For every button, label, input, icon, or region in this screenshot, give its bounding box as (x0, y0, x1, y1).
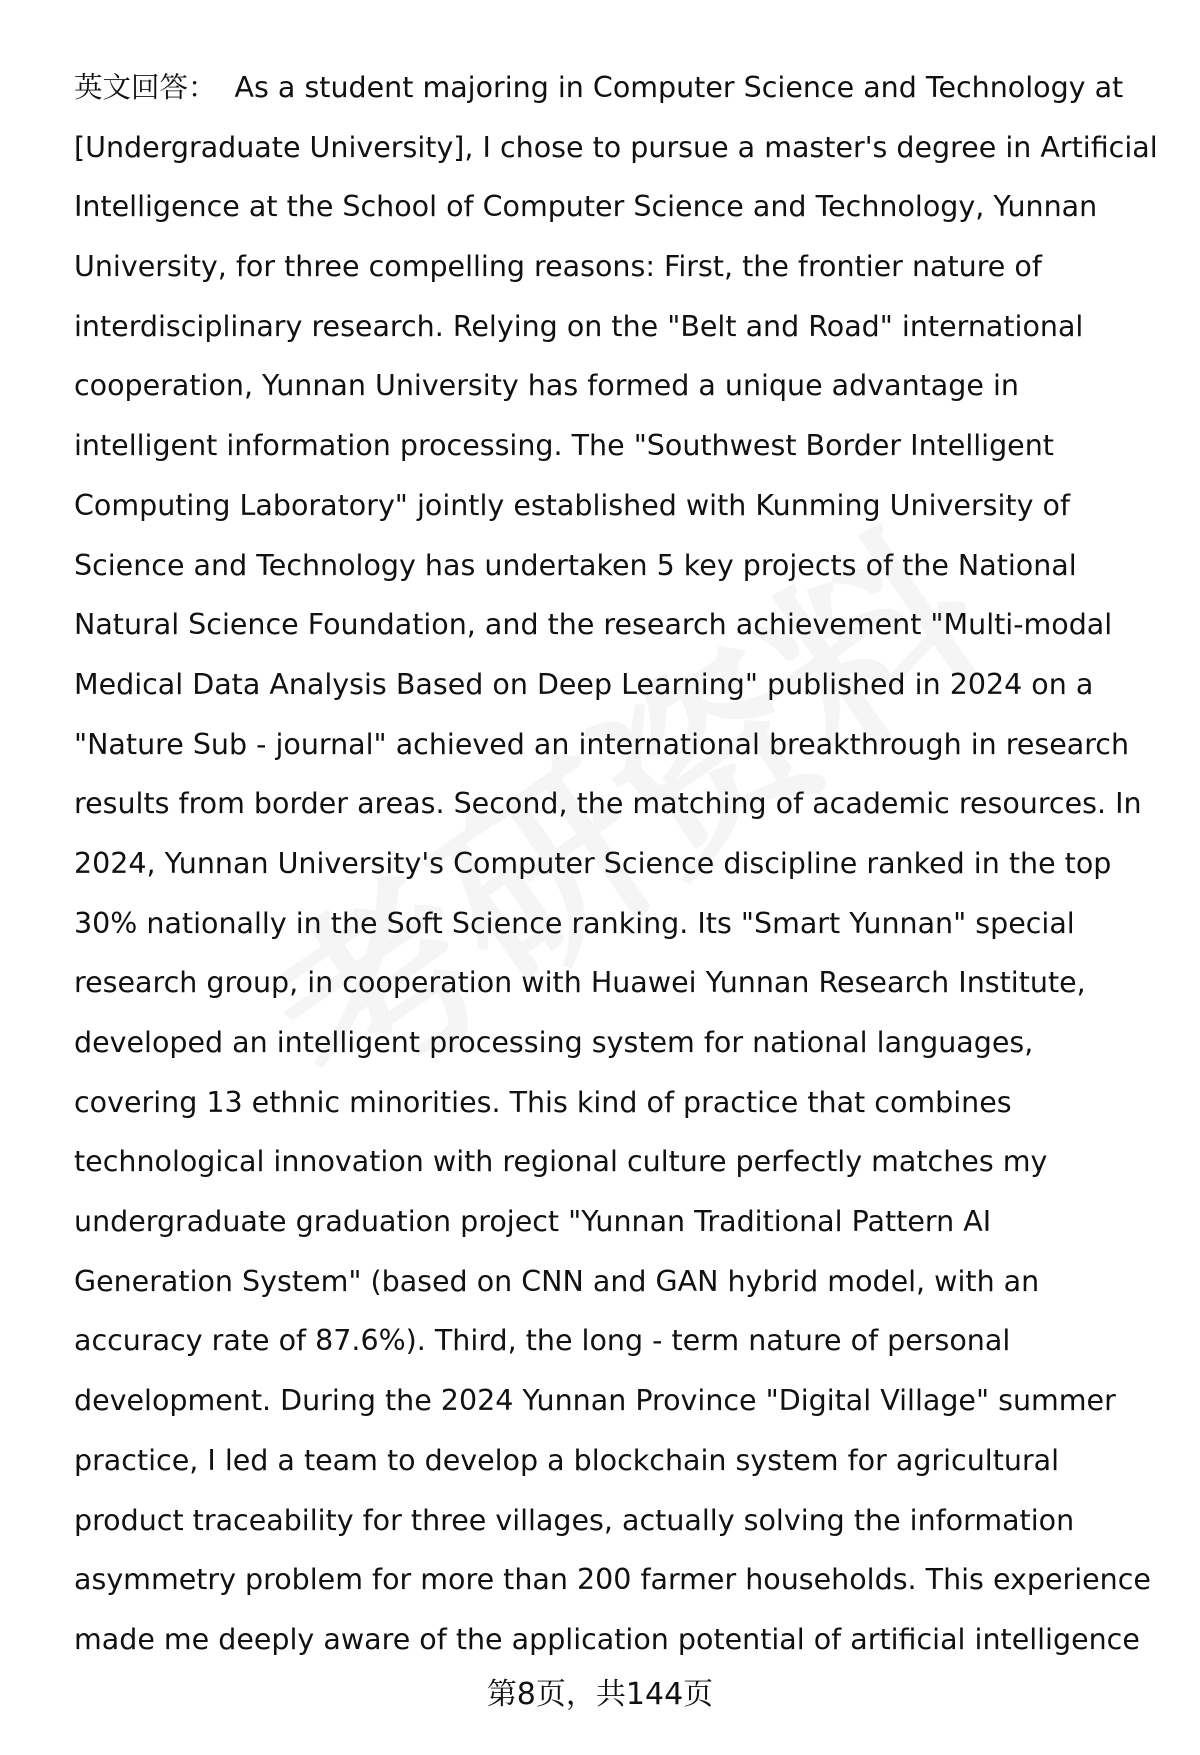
answer-line: University, for three compelling reasons: First, the frontier nature of (74, 250, 1042, 284)
answer-line: results from border areas. Second, the matching of academic resources. In (74, 787, 1142, 821)
answer-line: research group, in cooperation with Huawei Yunnan Research Institute, (74, 966, 1086, 1000)
answer-line: Natural Science Foundation, and the research achievement "Multi-modal (74, 608, 1113, 642)
answer-line: covering 13 ethnic minorities. This kind of practice that combines (74, 1085, 1012, 1119)
answer-line: 2024, Yunnan University's Computer Science discipline ranked in the top (74, 846, 1112, 880)
answer-line: product traceability for three villages, actually solving the information (74, 1503, 1075, 1537)
page-number-footer: 第8页，共144页 (486, 1677, 714, 1712)
answer-line: [Undergraduate University], I chose to pursue a master's degree in Artificial (74, 130, 1158, 164)
answer-line: Medical Data Analysis Based on Deep Learning" published in 2024 on a (74, 667, 1094, 701)
answer-line: Generation System" (based on CNN and GAN hybrid model, with an (74, 1264, 1040, 1298)
answer-line: asymmetry problem for more than 200 farmer households. This experience (74, 1563, 1151, 1597)
answer-line: interdisciplinary research. Relying on the "Belt and Road" international (74, 309, 1084, 343)
answer-line: intelligent information processing. The "Southwest Border Intelligent (74, 429, 1054, 463)
answer-line: Intelligence at the School of Computer Science and Technology, Yunnan (74, 190, 1098, 224)
answer-line: technological innovation with regional culture perfectly matches my (74, 1145, 1048, 1179)
answer-line: practice, I led a team to develop a blockchain system for agricultural (74, 1443, 1060, 1477)
answer-paragraph (74, 58, 1158, 1670)
answer-line: "Nature Sub - journal" achieved an international breakthrough in research (74, 727, 1130, 761)
answer-line: undergraduate graduation project "Yunnan Traditional Pattern AI (74, 1205, 992, 1239)
answer-line: made me deeply aware of the application potential of artificial intelligence (74, 1622, 1140, 1656)
answer-label: 英文回答： (74, 71, 217, 104)
answer-line: accuracy rate of 87.6%). Third, the long - term nature of personal (74, 1324, 1011, 1358)
answer-line: development. During the 2024 Yunnan Province "Digital Village" summer (74, 1384, 1116, 1418)
answer-line: Science and Technology has undertaken 5 key projects of the National (74, 548, 1077, 582)
answer-line: cooperation, Yunnan University has formed a unique advantage in (74, 369, 1019, 403)
answer-line: 30% nationally in the Soft Science ranking. Its "Smart Yunnan" special (74, 906, 1075, 940)
answer-line: 英文回答： As a student majoring in Computer Science and Technology at (74, 71, 1124, 104)
answer-line: Computing Laboratory" jointly established with Kunming University of (74, 488, 1070, 522)
answer-line: developed an intelligent processing system for national languages, (74, 1026, 1034, 1059)
